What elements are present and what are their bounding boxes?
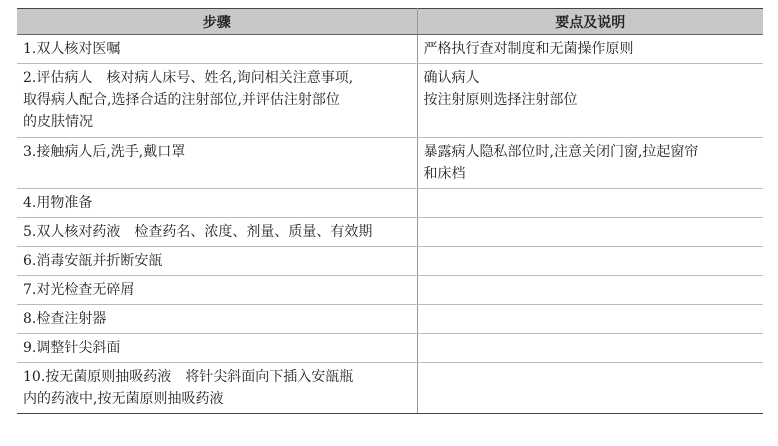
step-cell bbox=[17, 334, 417, 363]
note-cell bbox=[417, 247, 763, 276]
table-row bbox=[17, 276, 763, 305]
procedure-table bbox=[17, 8, 763, 414]
table-body bbox=[17, 35, 763, 414]
note-cell bbox=[417, 218, 763, 247]
header-steps: 步骤 bbox=[17, 9, 417, 35]
step-cell bbox=[17, 35, 417, 64]
step-text-line: 10.按无菌原则抽吸药液 将针尖斜面向下插入安瓿瓶 bbox=[23, 369, 354, 385]
step-cell bbox=[17, 218, 417, 247]
note-cell bbox=[417, 189, 763, 218]
step-cell bbox=[17, 363, 417, 414]
note-text-line: 暴露病人隐私部位时,注意关闭门窗,拉起窗帘 bbox=[423, 144, 699, 160]
step-cell bbox=[17, 276, 417, 305]
table-row bbox=[17, 64, 763, 138]
step-text-line: 9.调整针尖斜面 bbox=[23, 340, 121, 356]
step-text-line: 的皮肤情况 bbox=[23, 114, 93, 130]
table-row bbox=[17, 363, 763, 414]
step-text-line: 5.双人核对药液 检查药名、浓度、剂量、质量、有效期 bbox=[23, 224, 373, 240]
table-row bbox=[17, 138, 763, 189]
step-text-line: 3.接触病人后,洗手,戴口罩 bbox=[23, 144, 186, 160]
table-header-row bbox=[17, 9, 763, 35]
note-text-line: 按注射原则选择注射部位 bbox=[423, 92, 578, 108]
step-text-line: 6.消毒安瓿并折断安瓿 bbox=[23, 253, 163, 269]
step-text-line: 2.评估病人 核对病人床号、姓名,询问相关注意事项, bbox=[23, 70, 354, 86]
step-text-line: 4.用物准备 bbox=[23, 195, 93, 211]
step-cell bbox=[17, 305, 417, 334]
table-row bbox=[17, 305, 763, 334]
note-cell bbox=[417, 35, 763, 64]
step-text-line: 1.双人核对医嘱 bbox=[23, 41, 121, 57]
table-row bbox=[17, 218, 763, 247]
step-text-line: 内的药液中,按无菌原则抽吸药液 bbox=[23, 391, 224, 407]
note-cell bbox=[417, 276, 763, 305]
note-cell bbox=[417, 334, 763, 363]
step-cell bbox=[17, 189, 417, 218]
step-text-line: 取得病人配合,选择合适的注射部位,并评估注射部位 bbox=[23, 92, 340, 108]
note-text-line: 和床档 bbox=[423, 166, 466, 182]
note-cell bbox=[417, 138, 763, 189]
table-row bbox=[17, 247, 763, 276]
step-text-line: 8.检查注射器 bbox=[23, 311, 107, 327]
table-row bbox=[17, 189, 763, 218]
step-cell bbox=[17, 247, 417, 276]
note-cell bbox=[417, 305, 763, 334]
table-row bbox=[17, 334, 763, 363]
note-text-line: 确认病人 bbox=[423, 70, 480, 86]
note-cell bbox=[417, 363, 763, 414]
header-notes: 要点及说明 bbox=[417, 9, 763, 35]
step-text-line: 7.对光检查无碎屑 bbox=[23, 282, 135, 298]
step-cell bbox=[17, 138, 417, 189]
procedure-table-container bbox=[17, 8, 763, 414]
note-text-line: 严格执行查对制度和无菌操作原则 bbox=[423, 41, 634, 57]
step-cell bbox=[17, 64, 417, 138]
note-cell bbox=[417, 64, 763, 138]
table-row bbox=[17, 35, 763, 64]
